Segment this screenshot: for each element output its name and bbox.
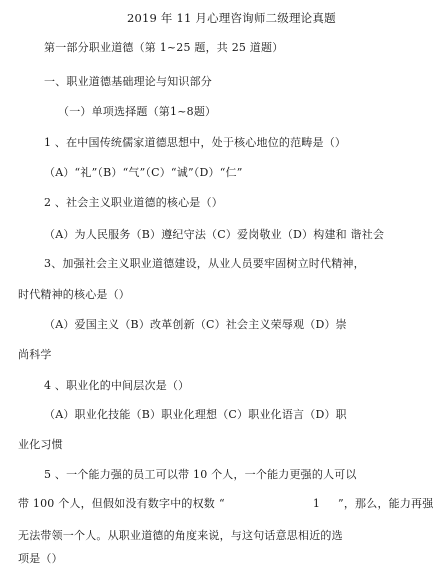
question-3-options: （A）爱国主义（B）改革创新（C）社会主义荣辱观（D）崇 — [44, 318, 347, 331]
question-5-number: 1 — [312, 497, 321, 510]
question-2-stem: 2 、社会主义职业道德的核心是（） — [44, 196, 223, 209]
question-3-stem-continued: 时代精神的核心是（） — [18, 288, 130, 301]
question-5-stem: 5 、一个能力强的员工可以带 10 个人，一个能力更强的人可以 — [44, 468, 357, 481]
section-heading: 第一部分职业道德（第 1~25 题，共 25 道题） — [44, 41, 284, 54]
question-5-stem-line-4: 项是（） — [18, 552, 63, 565]
question-5-text-b: ”，那么，能力再强 — [338, 497, 433, 510]
question-1-stem: 1 、在中国传统儒家道德思想中，处于核心地位的范畴是（） — [44, 136, 347, 149]
question-2-options: （A）为人民服务（B）遵纪守法（C）爱岗敬业（D）构建和 谐社会 — [44, 228, 385, 241]
question-4-stem: 4 、职业化的中间层次是（） — [44, 379, 190, 392]
question-3-stem: 3、加强社会主义职业道德建设，从业人员要牢固树立时代精神， — [44, 257, 365, 270]
question-4-options: （A）职业化技能（B）职业化理想（C）职业化语言（D）职 — [44, 408, 347, 421]
question-1-options: （A）“礼”（B）“气”（C）“诚”（D）“仁” — [44, 166, 243, 179]
question-5-open-quote: “ — [219, 497, 225, 510]
question-5-stem-line-2 — [18, 497, 433, 511]
question-5-text-a: 带 100 个人，但假如没有数字中的权数 — [18, 497, 215, 510]
question-3-options-continued: 尚科学 — [18, 348, 52, 361]
subsection-heading: 一、职业道德基础理论与知识部分 — [44, 75, 212, 88]
question-type-heading: （一）单项选择题（第1~8题） — [58, 105, 217, 118]
question-5-stem-line-3: 无法带领一个人。从职业道德的角度来说，与这句话意思相近的选 — [18, 529, 343, 542]
page-title: 2019 年 11 月心理咨询师二级理论真题 — [127, 11, 336, 25]
question-4-options-continued: 业化习惯 — [18, 438, 63, 451]
